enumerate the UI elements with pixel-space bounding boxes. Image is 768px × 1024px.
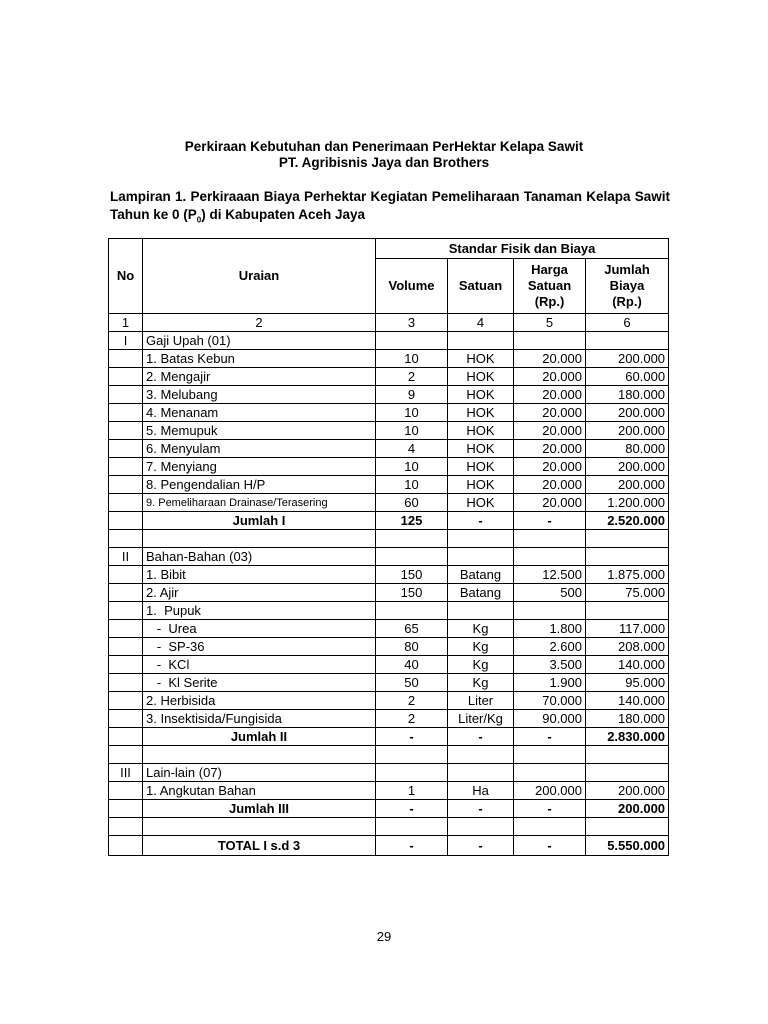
row-no-cell	[109, 512, 143, 530]
row-jumlah-cell	[586, 818, 669, 836]
row-no-cell	[109, 656, 143, 674]
table-row	[109, 548, 669, 566]
row-uraian-cell: 7. Menyiang	[143, 458, 376, 476]
row-no-cell	[109, 692, 143, 710]
row-volume-cell: 2	[376, 710, 448, 728]
row-no-cell	[109, 818, 143, 836]
row-uraian-cell: 2. Mengajir	[143, 368, 376, 386]
row-volume-cell	[376, 818, 448, 836]
row-satuan-cell: Kg	[448, 620, 514, 638]
row-uraian-cell: - KCl	[143, 656, 376, 674]
row-harga-cell: 20.000	[514, 386, 586, 404]
row-volume-cell: 150	[376, 566, 448, 584]
row-satuan-cell	[448, 818, 514, 836]
row-harga-cell	[514, 530, 586, 548]
row-no-cell	[109, 602, 143, 620]
row-volume-cell: 2	[376, 692, 448, 710]
row-volume-cell: 10	[376, 422, 448, 440]
row-uraian-cell	[143, 818, 376, 836]
row-no-cell	[109, 620, 143, 638]
row-no-cell	[109, 782, 143, 800]
row-uraian-cell: Jumlah I	[143, 512, 376, 530]
row-jumlah-cell: 180.000	[586, 710, 669, 728]
row-satuan-cell: Liter/Kg	[448, 710, 514, 728]
header-jumlah	[586, 259, 669, 314]
row-harga-cell: 1.900	[514, 674, 586, 692]
row-harga-cell	[514, 548, 586, 566]
row-uraian-cell: 2. Herbisida	[143, 692, 376, 710]
row-no-cell: III	[109, 764, 143, 782]
row-harga-cell	[514, 818, 586, 836]
row-no-cell	[109, 350, 143, 368]
row-harga-cell: 200.000	[514, 782, 586, 800]
row-uraian-cell: 3. Insektisida/Fungisida	[143, 710, 376, 728]
row-satuan-cell: HOK	[448, 476, 514, 494]
row-volume-cell: 9	[376, 386, 448, 404]
header-uraian: Uraian	[143, 239, 376, 314]
page-number: 29	[376, 929, 392, 944]
row-no-cell	[109, 710, 143, 728]
row-uraian-cell: Lain-lain (07)	[143, 764, 376, 782]
row-harga-cell: 70.000	[514, 692, 586, 710]
row-volume-cell	[376, 548, 448, 566]
table-row	[109, 386, 669, 404]
row-no-cell	[109, 404, 143, 422]
row-harga-cell	[514, 764, 586, 782]
table-row	[109, 656, 669, 674]
row-volume-cell	[376, 602, 448, 620]
row-jumlah-cell: 117.000	[586, 620, 669, 638]
table-row	[109, 440, 669, 458]
row-jumlah-cell	[586, 602, 669, 620]
table-row	[109, 692, 669, 710]
row-harga-cell: 20.000	[514, 350, 586, 368]
row-volume-cell: -	[376, 728, 448, 746]
row-satuan-cell	[448, 764, 514, 782]
row-satuan-cell: Kg	[448, 674, 514, 692]
row-satuan-cell: Kg	[448, 656, 514, 674]
row-harga-cell: 20.000	[514, 368, 586, 386]
row-volume-cell	[376, 332, 448, 350]
header-no: No	[109, 239, 143, 314]
row-no-cell: II	[109, 548, 143, 566]
total-row	[109, 512, 669, 530]
lampiran-text-b: ) di Kabupaten Aceh Jaya	[201, 207, 366, 222]
row-volume-cell: 50	[376, 674, 448, 692]
row-jumlah-cell: 200.000	[586, 782, 669, 800]
row-uraian-cell: Jumlah II	[143, 728, 376, 746]
row-jumlah-cell: 60.000	[586, 368, 669, 386]
table-row	[109, 620, 669, 638]
row-harga-cell: -	[514, 512, 586, 530]
index-cell: 1	[109, 314, 143, 332]
row-uraian-cell: 3. Melubang	[143, 386, 376, 404]
row-satuan-cell: -	[448, 728, 514, 746]
row-jumlah-cell	[586, 764, 669, 782]
table-row	[109, 782, 669, 800]
table-row	[109, 638, 669, 656]
row-harga-cell: -	[514, 728, 586, 746]
row-uraian-cell: 1. Batas Kebun	[143, 350, 376, 368]
row-no-cell	[109, 386, 143, 404]
row-harga-cell: 500	[514, 584, 586, 602]
row-no-cell	[109, 422, 143, 440]
row-harga-cell	[514, 332, 586, 350]
row-harga-cell: 20.000	[514, 440, 586, 458]
row-jumlah-cell: 200.000	[586, 422, 669, 440]
table-row	[109, 476, 669, 494]
row-jumlah-cell: 200.000	[586, 404, 669, 422]
row-harga-cell: 3.500	[514, 656, 586, 674]
table-row	[109, 350, 669, 368]
row-jumlah-cell	[586, 746, 669, 764]
row-no-cell	[109, 800, 143, 818]
row-jumlah-cell: 180.000	[586, 386, 669, 404]
row-satuan-cell: HOK	[448, 494, 514, 512]
index-cell: 4	[448, 314, 514, 332]
row-jumlah-cell: 140.000	[586, 656, 669, 674]
row-volume-cell: 10	[376, 458, 448, 476]
row-jumlah-cell: 95.000	[586, 674, 669, 692]
row-harga-cell	[514, 602, 586, 620]
row-satuan-cell: HOK	[448, 422, 514, 440]
row-uraian-cell: 6. Menyulam	[143, 440, 376, 458]
row-no-cell	[109, 746, 143, 764]
row-jumlah-cell: 2.830.000	[586, 728, 669, 746]
row-no-cell	[109, 566, 143, 584]
row-volume-cell: 2	[376, 368, 448, 386]
row-satuan-cell: HOK	[448, 458, 514, 476]
table-row	[109, 584, 669, 602]
row-uraian-cell: 1. Pupuk	[143, 602, 376, 620]
row-satuan-cell	[448, 332, 514, 350]
row-uraian-cell	[143, 530, 376, 548]
table-row	[109, 494, 669, 512]
row-jumlah-cell: 2.520.000	[586, 512, 669, 530]
row-harga-cell: 20.000	[514, 404, 586, 422]
table-row	[109, 710, 669, 728]
header-group: Standar Fisik dan Biaya	[376, 239, 669, 259]
row-satuan-cell: HOK	[448, 350, 514, 368]
table-body	[109, 314, 669, 856]
total-row	[109, 800, 669, 818]
table-row	[109, 404, 669, 422]
row-volume-cell: 10	[376, 404, 448, 422]
table-row	[109, 818, 669, 836]
lampiran-subscript: 0	[196, 215, 202, 225]
table-row	[109, 368, 669, 386]
row-no-cell: I	[109, 332, 143, 350]
row-satuan-cell: Ha	[448, 782, 514, 800]
header-jumlah-line: Jumlah	[604, 262, 650, 277]
row-volume-cell: -	[376, 800, 448, 818]
row-satuan-cell: HOK	[448, 368, 514, 386]
row-harga-cell: 12.500	[514, 566, 586, 584]
row-volume-cell	[376, 746, 448, 764]
table-row	[109, 458, 669, 476]
row-harga-cell: 90.000	[514, 710, 586, 728]
index-cell: 5	[514, 314, 586, 332]
row-no-cell	[109, 494, 143, 512]
table-row	[109, 746, 669, 764]
table-row	[109, 422, 669, 440]
header-jumlah-line: (Rp.)	[612, 294, 642, 309]
row-satuan-cell	[448, 746, 514, 764]
row-harga-cell	[514, 746, 586, 764]
index-cell: 3	[376, 314, 448, 332]
row-jumlah-cell: 200.000	[586, 476, 669, 494]
row-satuan-cell: -	[448, 836, 514, 856]
table-row	[109, 332, 669, 350]
row-no-cell	[109, 458, 143, 476]
row-satuan-cell: -	[448, 800, 514, 818]
row-uraian-cell: - Kl Serite	[143, 674, 376, 692]
row-uraian-cell	[143, 746, 376, 764]
row-uraian-cell: 9. Pemeliharaan Drainase/Terasering	[143, 494, 376, 512]
row-volume-cell	[376, 530, 448, 548]
row-jumlah-cell: 5.550.000	[586, 836, 669, 856]
row-volume-cell: 125	[376, 512, 448, 530]
row-harga-cell: -	[514, 800, 586, 818]
table-row	[109, 602, 669, 620]
row-no-cell	[109, 530, 143, 548]
table-row	[109, 764, 669, 782]
row-harga-cell: 20.000	[514, 476, 586, 494]
table-row	[109, 566, 669, 584]
document-title: Perkiraan Kebutuhan dan Penerimaan PerHektar Kelapa Sawit	[184, 139, 584, 154]
row-harga-cell: 20.000	[514, 458, 586, 476]
header-harga	[514, 259, 586, 314]
row-volume-cell: 150	[376, 584, 448, 602]
row-harga-cell: -	[514, 836, 586, 856]
table-row	[109, 530, 669, 548]
row-jumlah-cell	[586, 332, 669, 350]
row-satuan-cell: Batang	[448, 584, 514, 602]
row-volume-cell: 10	[376, 476, 448, 494]
row-jumlah-cell: 200.000	[586, 800, 669, 818]
table-row	[109, 674, 669, 692]
row-uraian-cell: Jumlah III	[143, 800, 376, 818]
header-jumlah-line: Biaya	[609, 278, 645, 293]
header-satuan: Satuan	[448, 259, 514, 314]
row-uraian-cell: 1. Bibit	[143, 566, 376, 584]
row-satuan-cell	[448, 602, 514, 620]
row-volume-cell: 80	[376, 638, 448, 656]
row-jumlah-cell: 208.000	[586, 638, 669, 656]
row-no-cell	[109, 476, 143, 494]
index-cell: 2	[143, 314, 376, 332]
row-jumlah-cell: 75.000	[586, 584, 669, 602]
row-no-cell	[109, 584, 143, 602]
row-no-cell	[109, 368, 143, 386]
row-no-cell	[109, 728, 143, 746]
index-row	[109, 314, 669, 332]
row-uraian-cell: 4. Menanam	[143, 404, 376, 422]
row-satuan-cell: Liter	[448, 692, 514, 710]
row-satuan-cell: HOK	[448, 440, 514, 458]
row-jumlah-cell	[586, 548, 669, 566]
row-harga-cell: 20.000	[514, 494, 586, 512]
header-harga-line: (Rp.)	[534, 294, 565, 309]
lampiran-text-a: Lampiran 1. Perkiraaan Biaya Perhektar Kegiatan Pemeliharaan Tanaman Kelapa Sawit Tahun ke 0 (P	[110, 189, 670, 222]
row-uraian-cell: 8. Pengendalian H/P	[143, 476, 376, 494]
header-harga-line: Satuan	[527, 278, 572, 293]
row-satuan-cell: Batang	[448, 566, 514, 584]
row-volume-cell: 10	[376, 350, 448, 368]
row-uraian-cell: TOTAL I s.d 3	[143, 836, 376, 856]
row-uraian-cell: 2. Ajir	[143, 584, 376, 602]
row-uraian-cell: 5. Memupuk	[143, 422, 376, 440]
lampiran-caption	[110, 188, 670, 230]
row-uraian-cell: Bahan-Bahan (03)	[143, 548, 376, 566]
row-volume-cell: -	[376, 836, 448, 856]
total-row	[109, 836, 669, 856]
row-volume-cell: 60	[376, 494, 448, 512]
row-jumlah-cell: 140.000	[586, 692, 669, 710]
header-volume: Volume	[376, 259, 448, 314]
row-satuan-cell: HOK	[448, 386, 514, 404]
row-jumlah-cell: 1.200.000	[586, 494, 669, 512]
index-cell: 6	[586, 314, 669, 332]
row-uraian-cell: 1. Angkutan Bahan	[143, 782, 376, 800]
row-jumlah-cell: 200.000	[586, 350, 669, 368]
row-no-cell	[109, 638, 143, 656]
row-volume-cell: 40	[376, 656, 448, 674]
row-no-cell	[109, 674, 143, 692]
row-jumlah-cell: 1.875.000	[586, 566, 669, 584]
row-jumlah-cell	[586, 530, 669, 548]
row-uraian-cell: - Urea	[143, 620, 376, 638]
document-subtitle: PT. Agribisnis Jaya dan Brothers	[278, 155, 490, 170]
row-satuan-cell: HOK	[448, 404, 514, 422]
row-harga-cell: 2.600	[514, 638, 586, 656]
row-volume-cell: 1	[376, 782, 448, 800]
row-volume-cell	[376, 764, 448, 782]
row-volume-cell: 4	[376, 440, 448, 458]
row-harga-cell: 1.800	[514, 620, 586, 638]
row-no-cell	[109, 440, 143, 458]
row-satuan-cell: -	[448, 512, 514, 530]
total-row	[109, 728, 669, 746]
row-volume-cell: 65	[376, 620, 448, 638]
row-harga-cell: 20.000	[514, 422, 586, 440]
cost-table	[108, 238, 669, 856]
row-satuan-cell	[448, 548, 514, 566]
row-uraian-cell: Gaji Upah (01)	[143, 332, 376, 350]
row-uraian-cell: - SP-36	[143, 638, 376, 656]
row-satuan-cell	[448, 530, 514, 548]
row-jumlah-cell: 80.000	[586, 440, 669, 458]
header-harga-line: Harga	[531, 262, 568, 277]
row-satuan-cell: Kg	[448, 638, 514, 656]
row-no-cell	[109, 836, 143, 856]
row-jumlah-cell: 200.000	[586, 458, 669, 476]
